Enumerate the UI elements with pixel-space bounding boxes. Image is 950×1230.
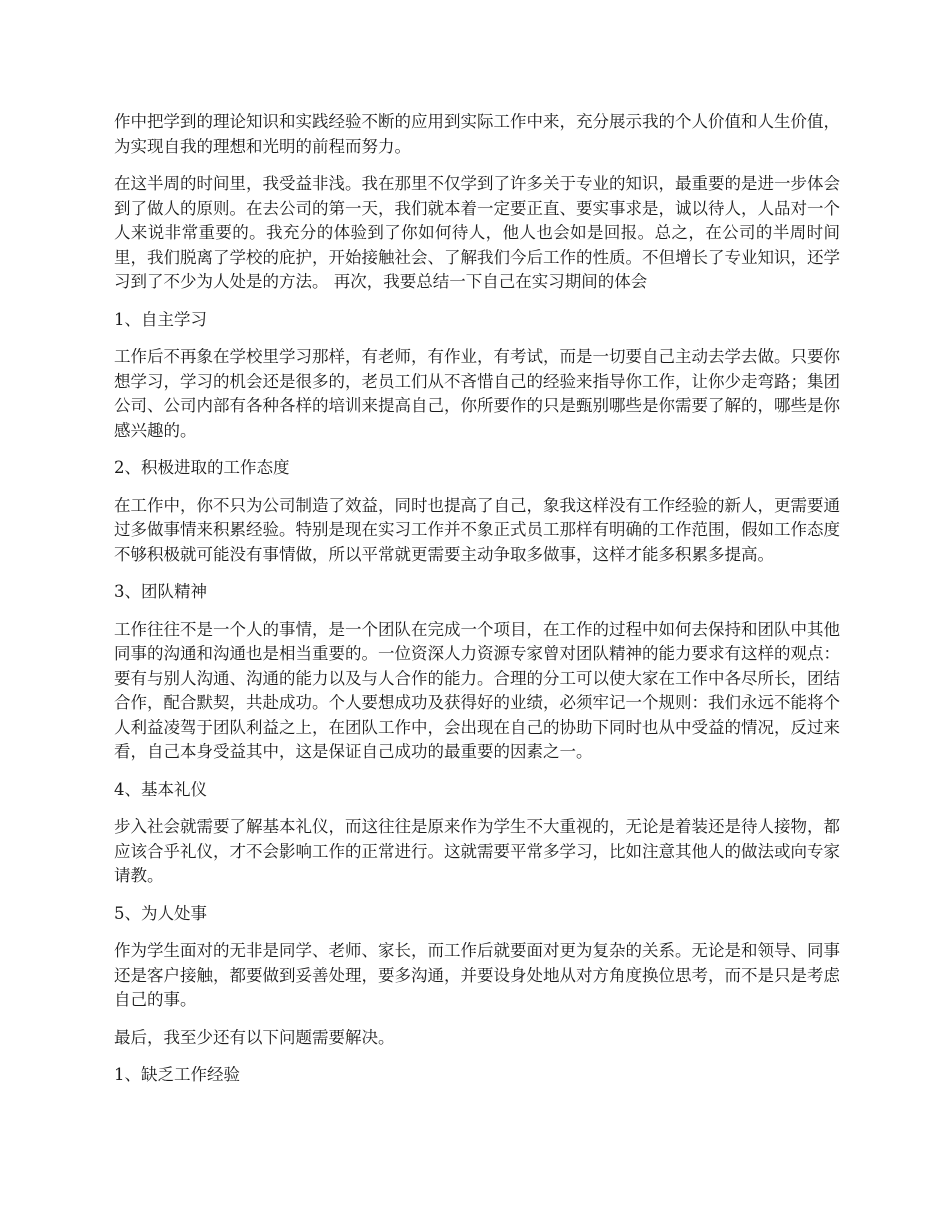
- paragraph-conduct: 作为学生面对的无非是同学、老师、家长，而工作后就要面对更为复杂的关系。无论是和领导、同事还是客户接触，都要做到妥善处理，要多沟通，并要设身处地从对方角度换位思考，而不是只是考虑自己的事。: [114, 941, 840, 1009]
- heading-team-spirit: 3、团队精神: [114, 582, 207, 601]
- paragraph-intro-continuation: 作中把学到的理论知识和实践经验不断的应用到实际工作中来，充分展示我的个人价值和人生价值，为实现自我的理想和光明的前程而努力。: [114, 112, 840, 156]
- heading-conduct: 5、为人处事: [114, 903, 207, 923]
- paragraph-etiquette: 步入社会就需要了解基本礼仪，而这往往是原来作为学生不大重视的，无论是着装还是待人接物，都应该合乎礼仪，才不会影响工作的正常进行。这就需要平常多学习，比如注意其他人的做法或向专家请教。: [114, 817, 840, 885]
- paragraph-half-week-summary: 在这半周的时间里，我受益非浅。我在那里不仅学到了许多关于专业的知识，最重要的是进一步体会到了做人的原则。在去公司的第一天，我们就本着一定要正直、要实事求是，诚以待人，人品对一个人来说非常重要的。我充分的体验到了你如何待人，他人也会如是回报。总之，在公司的半周时间里，我们脱离了学校的庇护，开始接触社会、了解我们今后工作的性质。不但增长了专业知识，还学习到了不少为人处是的方法。 再次，我要总结一下自己在实习期间的体会: [114, 174, 840, 291]
- heading-etiquette: 4、基本礼仪: [114, 779, 207, 799]
- paragraph-team-spirit: 工作往往不是一个人的事情，是一个团队在完成一个项目，在工作的过程中如何去保持和团队中其他同事的沟通和沟通也是相当重要的。一位资深人力资源专家曾对团队精神的能力要求有这样的观点：要有与别人沟通、沟通的能力以及与人合作的能力。合理的分工可以使大家在工作中各尽所长，团结合作，配合默契，共赴成功。个人要想成功及获得好的业绩，必须牢记一个规则：我们永远不能将个人利益凌驾于团队利益之上，在团队工作中，会出现在自己的协助下同时也从中受益的情况，反过来看，自己本身受益其中，这是保证自己成功的最重要的因素之一。: [114, 619, 840, 761]
- heading-lack-of-experience: 1、缺乏工作经验: [114, 1065, 240, 1084]
- paragraph-self-study: 工作后不再象在学校里学习那样，有老师，有作业，有考试，而是一切要自己主动去学去做。只要你想学习，学习的机会还是很多的，老员工们从不吝惜自己的经验来指导你工作，让你少走弯路；集团公司、公司内部有各种各样的培训来提高自己，你所要作的只是甄别哪些是你需要了解的，哪些是你感兴趣的。: [114, 347, 840, 440]
- paragraph-remaining-problems: 最后，我至少还有以下问题需要解决。: [114, 1027, 395, 1047]
- heading-work-attitude: 2、积极进取的工作态度: [114, 458, 290, 477]
- paragraph-work-attitude: 在工作中，你不只为公司制造了效益，同时也提高了自己，象我这样没有工作经验的新人，更需要通过多做事情来积累经验。特别是现在实习工作并不象正式员工那样有明确的工作范围，假如工作态度不够积极就可能没有事情做，所以平常就更需要主动争取多做事，这样才能多积累多提高。: [114, 495, 840, 564]
- heading-self-study: 1、自主学习: [114, 309, 207, 329]
